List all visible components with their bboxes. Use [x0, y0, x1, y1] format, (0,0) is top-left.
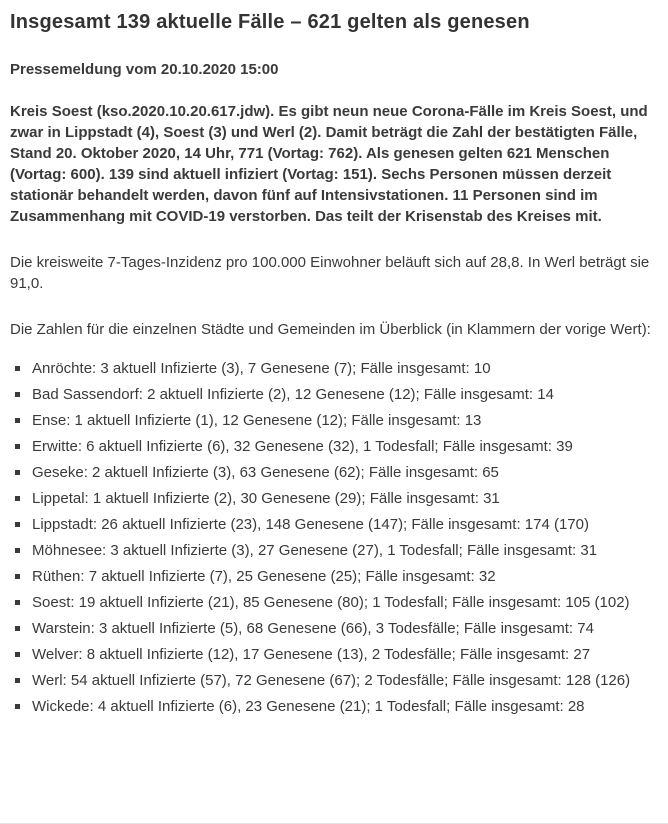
list-intro-paragraph: Die Zahlen für die einzelnen Städte und Gemeinden im Überblick (in Klammern der vorige Wert): [10, 321, 651, 338]
municipality-list-item: Anröchte: 3 aktuell Infizierte (3), 7 Genesene (7); Fälle insgesamt: 10 [10, 356, 660, 382]
press-release-meta: Pressemeldung vom 20.10.2020 15:00 [10, 61, 279, 78]
lead-paragraph: Kreis Soest (kso.2020.10.20.617.jdw). Es gibt neun neue Corona-Fälle im Kreis Soest, und zwar in Lippstadt (4), Soest (3) und Werl (2). Damit beträgt die Zahl der bestätigten Fälle, Stand 20. Oktober 2020, 14 Uhr, 771 (Vortag: 762). Als genesen gelten 621 Menschen (Vortag: 600). 139 sind aktuell infiziert (Vortag: 151). Sechs Personen müssen derzeit stationär behandelt werden, davon fünf auf Intensivstationen. 11 Personen sind im Zusammenhang mit COVID-19 verstorben. Das teilt der Krisenstab des Kreises mit. [10, 103, 648, 225]
municipality-list-item: Warstein: 3 aktuell Infizierte (5), 68 Genesene (66), 3 Todesfälle; Fälle insgesamt: 74 [10, 616, 660, 642]
municipality-list-item: Werl: 54 aktuell Infizierte (57), 72 Genesene (67); 2 Todesfälle; Fälle insgesamt: 128 (126) [10, 668, 660, 694]
municipality-list-item: Lippetal: 1 aktuell Infizierte (2), 30 Genesene (29); Fälle insgesamt: 31 [10, 486, 660, 512]
press-release-article [0, 10, 668, 720]
municipality-case-list [10, 356, 660, 720]
municipality-list-item: Möhnesee: 3 aktuell Infizierte (3), 27 Genesene (27), 1 Todesfall; Fälle insgesamt: 31 [10, 538, 660, 564]
municipality-list-item: Wickede: 4 aktuell Infizierte (6), 23 Genesene (21); 1 Todesfall; Fälle insgesamt: 28 [10, 694, 660, 720]
incidence-paragraph: Die kreisweite 7-Tages-Inzidenz pro 100.000 Einwohner beläuft sich auf 28,8. In Werl beträgt sie 91,0. [10, 254, 650, 292]
municipality-list-item: Lippstadt: 26 aktuell Infizierte (23), 148 Genesene (147); Fälle insgesamt: 174 (170) [10, 512, 660, 538]
municipality-list-item: Rüthen: 7 aktuell Infizierte (7), 25 Genesene (25); Fälle insgesamt: 32 [10, 564, 660, 590]
municipality-list-item: Ense: 1 aktuell Infizierte (1), 12 Genesene (12); Fälle insgesamt: 13 [10, 408, 660, 434]
municipality-list-item: Welver: 8 aktuell Infizierte (12), 17 Genesene (13), 2 Todesfälle; Fälle insgesamt: 27 [10, 642, 660, 668]
municipality-list-item: Soest: 19 aktuell Infizierte (21), 85 Genesene (80); 1 Todesfall; Fälle insgesamt: 105 (102) [10, 590, 660, 616]
municipality-list-item: Erwitte: 6 aktuell Infizierte (6), 32 Genesene (32), 1 Todesfall; Fälle insgesamt: 39 [10, 434, 660, 460]
municipality-list-item: Bad Sassendorf: 2 aktuell Infizierte (2), 12 Genesene (12); Fälle insgesamt: 14 [10, 382, 660, 408]
page-title: Insgesamt 139 aktuelle Fälle – 621 gelten als genesen [10, 11, 530, 33]
municipality-list-item: Geseke: 2 aktuell Infizierte (3), 63 Genesene (62); Fälle insgesamt: 65 [10, 460, 660, 486]
